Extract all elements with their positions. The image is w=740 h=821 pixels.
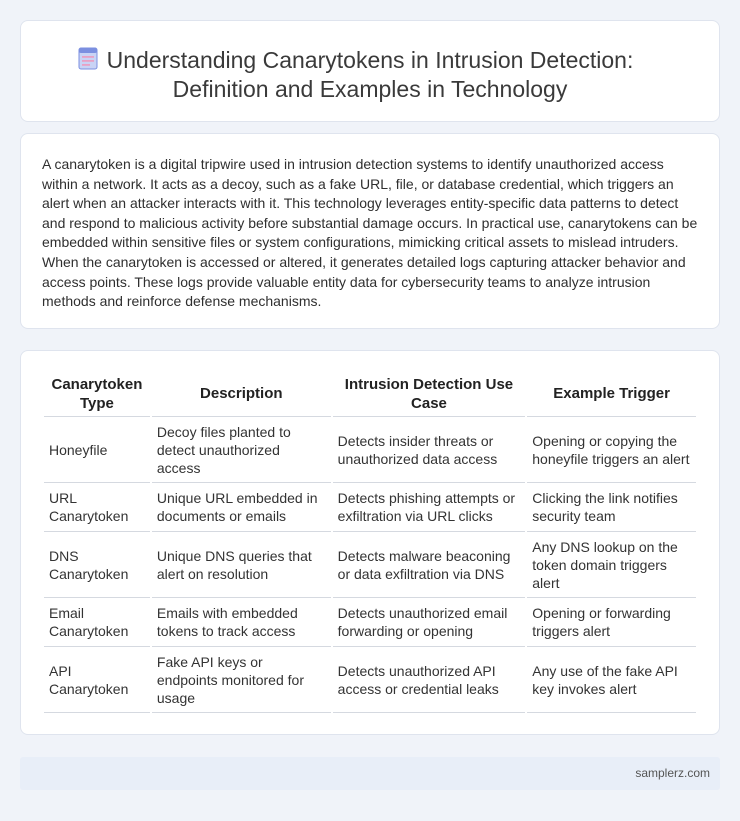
column-header-use-case: Intrusion Detection Use Case (333, 371, 526, 417)
intro-paragraph: A canarytoken is a digital tripwire used in intrusion detection systems to identify unauthorized access within a network. It acts as a decoy, such as a fake URL, file, or database credential, which triggers an alert when an attacker interacts with it. This technology leverages entity-specific data patterns to detect and respond to malicious activity before substantial damage occurs. In practical use, canarytokens can be embedded within sensitive files or system configurations, mimicking critical assets to mislead intruders. When the canarytoken is accessed or altered, it generates detailed logs capturing attacker behavior and access points. These logs provide valuable entity data for cybersecurity teams to analyze intrusion methods and reinforce defense mechanisms. (42, 156, 698, 310)
table-row (44, 598, 696, 647)
table-cell: Any DNS lookup on the token domain triggers alert (527, 532, 696, 598)
page-title (21, 46, 719, 104)
canarytoken-table (42, 371, 698, 713)
table-cell: Opening or forwarding triggers alert (527, 598, 696, 647)
title-card (20, 20, 720, 122)
table-cell: URL Canarytoken (44, 483, 150, 532)
table-cell: Opening or copying the honeyfile triggers an alert (527, 417, 696, 483)
table-cell: Unique DNS queries that alert on resolution (152, 532, 331, 598)
table-cell: Clicking the link notifies security team (527, 483, 696, 532)
column-header-description: Description (152, 371, 331, 417)
table-cell: Detects insider threats or unauthorized data access (333, 417, 526, 483)
table-cell: Detects malware beaconing or data exfiltration via DNS (333, 532, 526, 598)
column-header-type: Canarytoken Type (44, 371, 150, 417)
table-row (44, 483, 696, 532)
table-row (44, 532, 696, 598)
table-cell: Honeyfile (44, 417, 150, 483)
table-cell: Any use of the fake API key invokes alert (527, 647, 696, 713)
table-cell: Unique URL embedded in documents or emails (152, 483, 331, 532)
page-title-line-2: Definition and Examples in Technology (172, 76, 568, 102)
table-cell: Fake API keys or endpoints monitored for usage (152, 647, 331, 713)
table-cell: Email Canarytoken (44, 598, 150, 647)
footer-site-link[interactable]: samplerz.com (635, 766, 710, 780)
table-cell: Detects phishing attempts or exfiltration via URL clicks (333, 483, 526, 532)
table-cell: API Canarytoken (44, 647, 150, 713)
table-header-row (44, 371, 696, 417)
table-cell: Decoy files planted to detect unauthorized access (152, 417, 331, 483)
column-header-example-trigger: Example Trigger (527, 371, 696, 417)
table-row (44, 647, 696, 713)
table-cell: DNS Canarytoken (44, 532, 150, 598)
table-card (20, 350, 720, 735)
table-cell: Detects unauthorized email forwarding or opening (333, 598, 526, 647)
page-title-line-1: Understanding Canarytokens in Intrusion Detection: (106, 47, 634, 73)
table-row (44, 417, 696, 483)
table-cell: Emails with embedded tokens to track access (152, 598, 331, 647)
table-cell: Detects unauthorized API access or credential leaks (333, 647, 526, 713)
intro-card (20, 133, 720, 329)
footer-bar (20, 757, 720, 790)
